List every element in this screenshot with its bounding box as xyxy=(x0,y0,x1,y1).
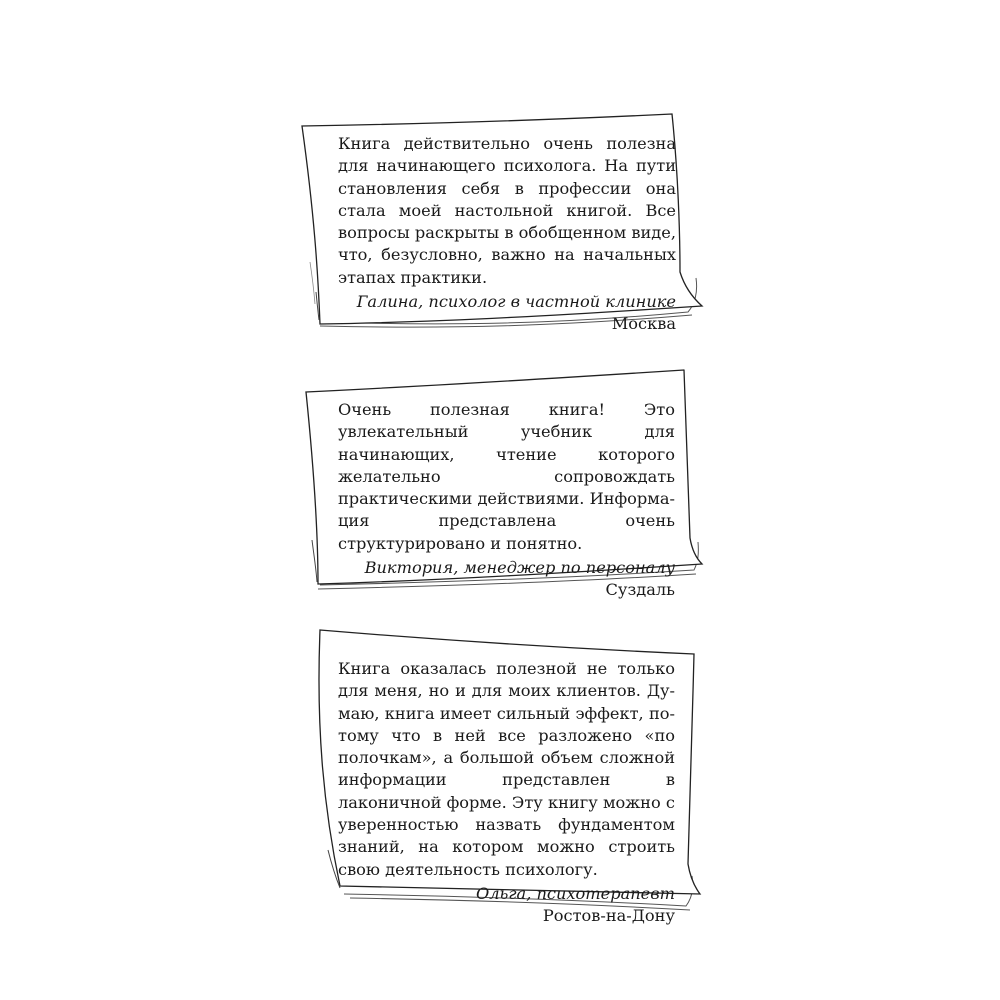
review-card xyxy=(300,370,710,600)
review-city: Москва xyxy=(611,314,676,334)
review-text-block xyxy=(338,399,675,602)
review-author: Виктория, менеджер по персоналу xyxy=(364,558,675,578)
review-card xyxy=(300,112,710,332)
review-quote: Очень полезная книга! Это увлекательный учебник для начинающих, чтение которого желательно сопровождать практическими действиями. Информация представлена очень структурировано и понятно. xyxy=(338,400,675,553)
review-city: Суздаль xyxy=(605,580,675,600)
review-author: Ольга, психотерапевт xyxy=(475,883,675,903)
review-card xyxy=(300,630,710,926)
review-text-block xyxy=(338,658,675,928)
review-quote: Книга оказалась полезной не только для меня, но и для моих клиентов. Думаю, книга имеет сильный эффект, потому что в ней все разложено «по полочкам», а большой объем сложной информации представлен в лаконичной форме. Эту книгу можно с уверенностью назвать фундаментом знаний, на котором можно строить свою деятельность психологу. xyxy=(338,659,675,879)
review-quote: Книга действительно очень полезна для начинающего психолога. На пути становления себя в профессии она стала моей настольной книгой. Все вопросы раскрыты в обобщенном виде, что, безусловно, важно на начальных этапах практики. xyxy=(338,134,676,287)
review-city: Ростов-на-Дону xyxy=(542,906,675,926)
review-author: Галина, психолог в частной клинике xyxy=(356,292,676,312)
review-text-block xyxy=(338,133,676,336)
